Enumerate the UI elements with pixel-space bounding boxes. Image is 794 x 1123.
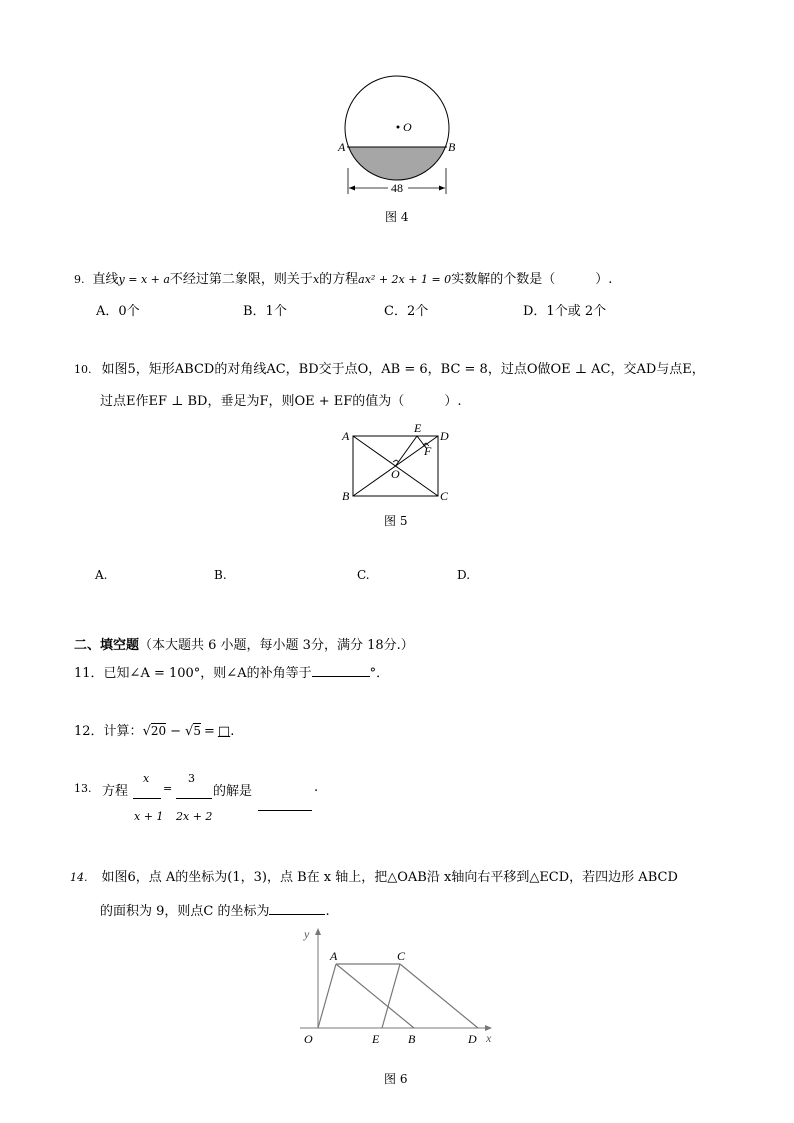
q9-equation: ax² + 2x + 1 = 0	[358, 273, 452, 286]
answer-box[interactable]: □	[217, 724, 231, 739]
label-b: B	[448, 140, 456, 154]
q10-option-c: C.	[357, 568, 370, 582]
q13-fraction-bar-2	[176, 798, 212, 799]
radical-sign: √	[185, 724, 194, 739]
q13-text-1: 方程	[102, 784, 129, 799]
center-label-o: O	[403, 120, 412, 134]
section-title: 二、填空题	[74, 638, 140, 653]
figure-4-circle-diagram	[330, 68, 470, 198]
label-e: E	[372, 1032, 380, 1046]
label-o: O	[391, 467, 400, 481]
q9-line-equation: y = x + a	[118, 273, 170, 286]
label-e: E	[414, 421, 422, 435]
label-y: y	[304, 927, 310, 941]
section-2-header	[74, 634, 414, 653]
figure-6-coordinate-diagram	[296, 924, 506, 1050]
arrow-right	[439, 186, 445, 191]
label-c: C	[440, 489, 449, 503]
q13-text-2: 的解是	[213, 784, 253, 799]
label-b: B	[408, 1032, 416, 1046]
q13-end: .	[314, 780, 319, 795]
answer-blank[interactable]	[258, 810, 312, 811]
q9-text-5: ）.	[595, 272, 613, 287]
figure-5-caption: 图 5	[384, 514, 408, 528]
q10-line-2: 过点E作EF ⊥ BD，垂足为F，则OE + EF的值为（	[100, 394, 405, 409]
q10-line-2-end: ）.	[444, 394, 462, 409]
answer-blank[interactable]	[269, 900, 325, 915]
q9-text-1: 直线	[92, 272, 119, 287]
q10-option-a: A.	[95, 568, 108, 582]
minus-sign: −	[170, 724, 182, 739]
q13-numerator-1: x	[143, 772, 150, 785]
q14-line-2: 的面积为 9，则点C 的坐标为	[100, 904, 270, 919]
dimension-label: 48	[391, 181, 403, 195]
q9-option-d: D．1个或 2个	[523, 304, 607, 319]
q10-option-b: B.	[214, 568, 227, 582]
question-number: 9.	[74, 273, 85, 286]
question-number: 14.	[70, 871, 88, 884]
label-x: x	[486, 1031, 492, 1045]
figure-4-caption: 图 4	[385, 210, 409, 224]
segment-oa	[318, 964, 336, 1028]
q9-option-b: B．1个	[243, 304, 287, 319]
y-axis-arrow	[315, 928, 321, 935]
q11-text-1: 已知∠A = 100°，则∠A的补角等于	[103, 666, 312, 681]
q11-text-2: °．	[369, 666, 390, 681]
label-a: A	[342, 429, 350, 443]
question-12	[74, 720, 234, 739]
center-dot	[397, 126, 400, 129]
right-angle-mark-o	[393, 460, 399, 462]
q13-denominator-1: x + 1	[134, 810, 164, 823]
segment-ab	[336, 964, 414, 1028]
question-number: 11．	[74, 666, 104, 681]
q14-line-1: 如图6，点 A的坐标为(1，3)，点 B在 x 轴上，把△OAB沿 x轴向右平移到△ECD，若四边形 ABCD	[101, 870, 678, 885]
figure-6-caption: 图 6	[384, 1072, 408, 1086]
q13-denominator-2: 2x + 2	[176, 810, 213, 823]
q14-line-2-end: .	[325, 904, 330, 919]
section-note: （本大题共 6 小题，每小题 3分，满分 18分.）	[139, 638, 414, 653]
q9-text-4: 实数解的个数是（	[451, 272, 556, 287]
label-d: D	[468, 1032, 477, 1046]
q13-equals: =	[163, 782, 173, 795]
radicand-20: 20	[150, 724, 167, 738]
q12-end: .	[230, 724, 235, 739]
q14-line-2-row	[100, 900, 330, 919]
q12-text-1: 计算：	[103, 724, 143, 739]
label-a: A	[338, 140, 346, 154]
segment-ec	[382, 964, 400, 1028]
radicand-5: 5	[193, 724, 201, 738]
q9-option-a: A．0个	[96, 304, 140, 319]
figure-5-rectangle-diagram	[338, 420, 460, 510]
segment-cd	[400, 964, 478, 1028]
q13-number: 13.	[74, 782, 92, 795]
label-f: F	[424, 444, 432, 458]
label-o: O	[304, 1032, 313, 1046]
label-d: D	[440, 429, 449, 443]
label-b: B	[342, 489, 350, 503]
q9-option-c: C．2个	[384, 304, 429, 319]
question-number: 12．	[74, 724, 104, 739]
q9-var-x: x	[312, 273, 320, 286]
q10-line-1: 如图5，矩形ABCD的对角线AC，BD交于点O，AB = 6，BC = 8，过点O做OE ⊥ AC，交AD与点E，	[101, 362, 705, 377]
q9-text-2: 不经过第二象限，则关于	[169, 272, 313, 287]
question-10	[74, 358, 705, 377]
answer-blank[interactable]	[312, 662, 370, 677]
radical-sign: √	[142, 724, 151, 739]
label-a: A	[330, 949, 338, 963]
q9-text-3: 的方程	[319, 272, 359, 287]
question-9	[74, 268, 612, 287]
equals-sign: =	[203, 724, 215, 739]
arrow-left	[349, 186, 355, 191]
question-11	[74, 662, 389, 681]
label-c: C	[397, 949, 406, 963]
q10-line-2-row	[100, 390, 461, 409]
q13-numerator-2: 3	[188, 772, 195, 785]
q13-fraction-bar-1	[133, 798, 161, 799]
question-number: 10.	[74, 363, 92, 376]
question-14	[70, 866, 678, 885]
q10-option-d: D.	[457, 568, 471, 582]
